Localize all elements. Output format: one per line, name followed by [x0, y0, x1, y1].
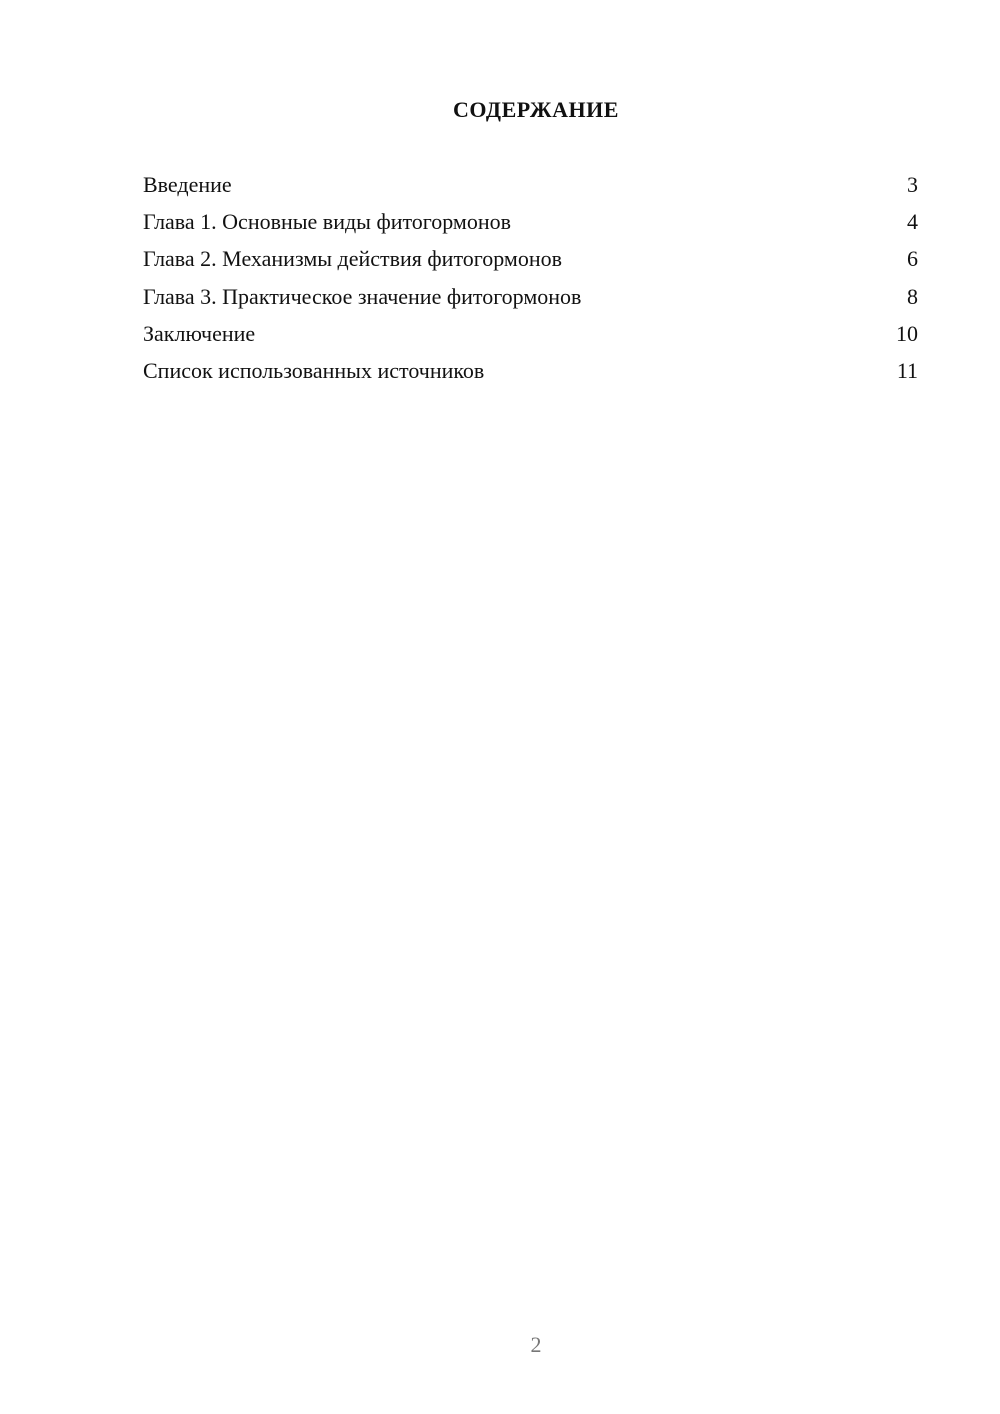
table-of-contents [143, 168, 918, 391]
toc-title: СОДЕРЖАНИЕ [453, 97, 619, 122]
toc-item-chapter-2 [143, 242, 918, 279]
toc-item-page: 4 [907, 209, 918, 235]
toc-item-introduction [143, 168, 918, 205]
toc-item-page: 11 [896, 357, 918, 383]
toc-item-page: 6 [907, 246, 918, 272]
toc-item-page: 8 [907, 283, 918, 309]
toc-item-page: 10 [896, 320, 918, 346]
toc-item-label: Глава 2. Механизмы действия фитогормонов [143, 246, 562, 272]
toc-item-chapter-3 [143, 280, 918, 317]
toc-item-references [143, 354, 918, 391]
toc-item-page: 3 [907, 172, 918, 197]
toc-item-label: Глава 3. Практическое значение фитогормонов [143, 283, 582, 309]
page-number: 2 [530, 1332, 542, 1357]
toc-item-label: Список использованных источников [143, 357, 485, 383]
toc-item-conclusion [143, 317, 918, 354]
toc-item-chapter-1 [143, 205, 918, 242]
toc-item-label: Введение [143, 172, 232, 197]
toc-item-label: Заключение [143, 320, 256, 346]
toc-item-label: Глава 1. Основные виды фитогормонов [143, 209, 512, 235]
